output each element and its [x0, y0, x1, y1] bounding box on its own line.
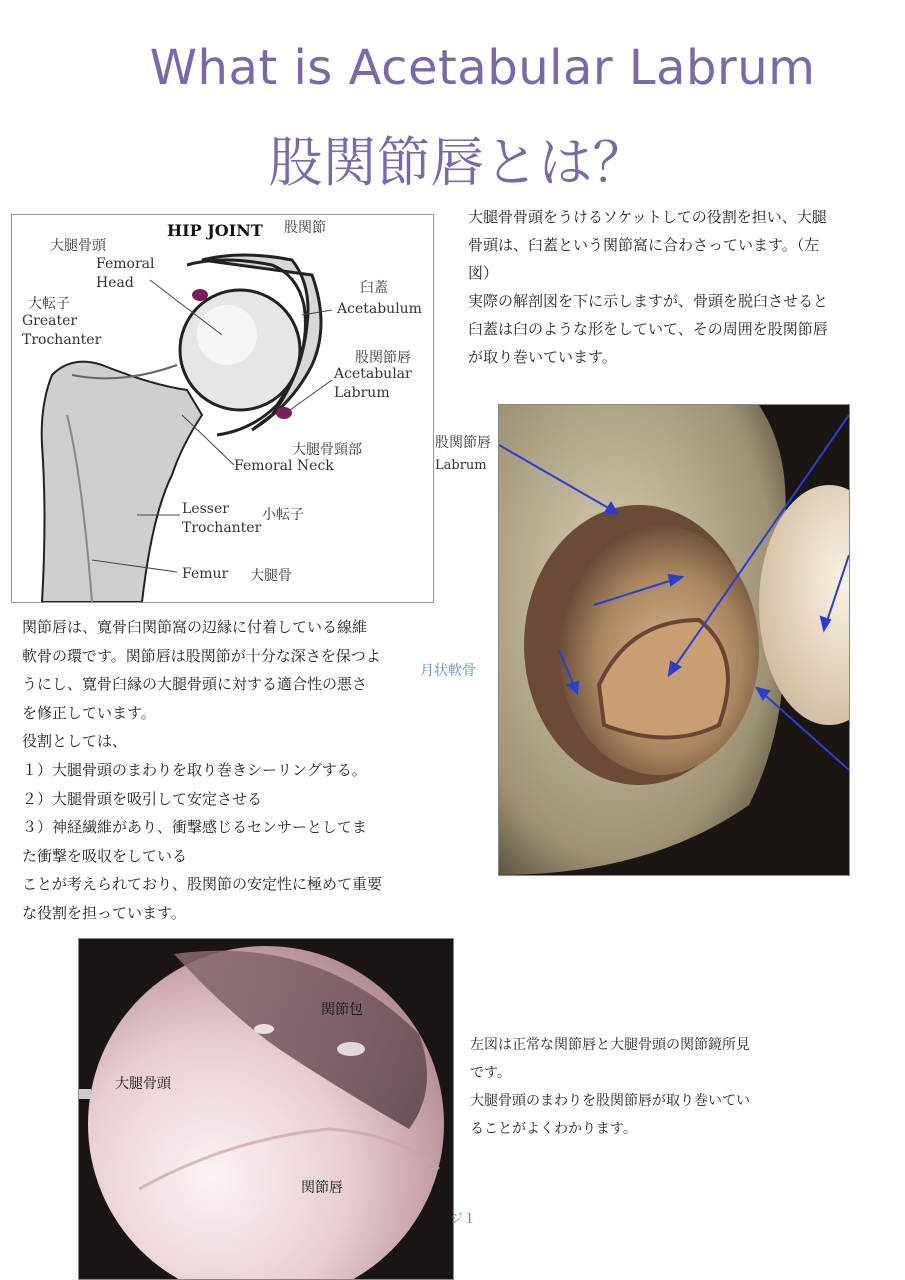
page-title-japanese: 股関節唇とは？	[268, 131, 647, 194]
intro-line: 図）	[468, 264, 499, 282]
anatomy-label-en: Labrum	[435, 458, 487, 473]
label-daitai-kotou: 大腿骨頭	[50, 238, 106, 254]
main-line: 関節唇は、寛骨臼関節窩の辺縁に付着している線維	[22, 618, 368, 636]
intro-line: 実際の解剖図を下に示しますが、骨頭を脱臼させると	[468, 292, 829, 310]
diagram-heading: HIP JOINT	[167, 221, 263, 240]
label-greater-trochanter: Greater Trochanter	[22, 313, 102, 348]
label-daitaikotsu: 大腿骨	[250, 568, 292, 584]
anatomy-photo	[498, 404, 850, 876]
label-kokansetsu: 股関節	[284, 220, 326, 236]
label-acetabulum: Acetabulum	[337, 301, 422, 317]
scope-caption	[470, 1030, 890, 1142]
label-lesser-trochanter: Lesser Trochanter	[182, 501, 262, 536]
label-shotenshi: 小転子	[262, 507, 304, 523]
meniscus-label: 月状軟骨	[420, 662, 476, 678]
label-usugai: 臼蓋	[360, 280, 388, 296]
main-paragraph	[22, 613, 432, 928]
label-femoral-head: Femoral Head	[96, 256, 155, 291]
main-line: 軟骨の環です。関節唇は股関節が十分な深さを保つよ	[22, 646, 381, 665]
scope-line: です。	[470, 1064, 511, 1080]
page-marker: ジ１	[450, 1211, 477, 1226]
label-acetabular-labrum: Acetabular Labrum	[334, 366, 412, 401]
label-daitai-kotsu-keibu: 大腿骨頸部	[292, 442, 362, 458]
main-line: １）大腿骨頭のまわりを取り巻きシーリングする。	[22, 760, 367, 779]
hip-joint-diagram	[11, 214, 434, 603]
label-femoral-neck: Femoral Neck	[234, 458, 334, 474]
main-line: た衝撃を吸収をしている	[22, 846, 188, 865]
label-femur: Femur	[182, 566, 229, 582]
main-line: うにし、寛骨臼縁の大腿骨頭に対する適合性の悪さ	[22, 675, 368, 694]
scope-line: 大腿骨頭のまわりを股関節唇が取り巻いてい	[470, 1092, 750, 1108]
main-line: ３）神経繊維があり、衝撃感じるセンサーとしてま	[22, 818, 368, 837]
intro-line: 骨頭は、臼蓋という関節窩に合わさっています。（左	[468, 236, 820, 254]
scope-label-capsule: 関節包	[321, 1001, 363, 1017]
main-line: ２）大腿骨頭を吸引して安定させる	[22, 789, 263, 808]
main-line: な役割を担っています。	[22, 903, 186, 922]
anatomy-label-jp: 股関節唇	[435, 435, 491, 451]
label-daitenshi: 大転子	[28, 296, 70, 312]
scope-label-head: 大腿骨頭	[115, 1075, 171, 1091]
intro-line: 臼蓋は臼のような形をしていて、その周囲を股関節唇	[468, 320, 828, 338]
arthroscopy-photo	[78, 938, 454, 1280]
main-line: を修正しています。	[22, 703, 156, 722]
intro-line: 大腿骨骨頭をうけるソケットしての役割を担い、大腿	[468, 208, 827, 226]
scope-line: 左図は正常な関節唇と大腿骨頭の関節鏡所見	[470, 1036, 750, 1052]
arthroscopy-image	[79, 939, 453, 1279]
intro-line: が取り巻いています。	[468, 348, 617, 366]
main-line: 役割としては、	[22, 732, 128, 751]
label-kokansetsushin: 股関節唇	[355, 350, 411, 366]
scope-label-labrum: 関節唇	[301, 1179, 343, 1195]
hip-joint-illustration	[12, 215, 433, 602]
intro-paragraph	[468, 203, 893, 371]
main-line: ことが考えられており、股関節の安定性に極めて重要	[22, 875, 383, 894]
dissection-photo	[499, 405, 849, 875]
page-title-english: What is Acetabular Labrum	[149, 40, 816, 96]
scope-line: ることがよくわかります。	[470, 1120, 637, 1136]
